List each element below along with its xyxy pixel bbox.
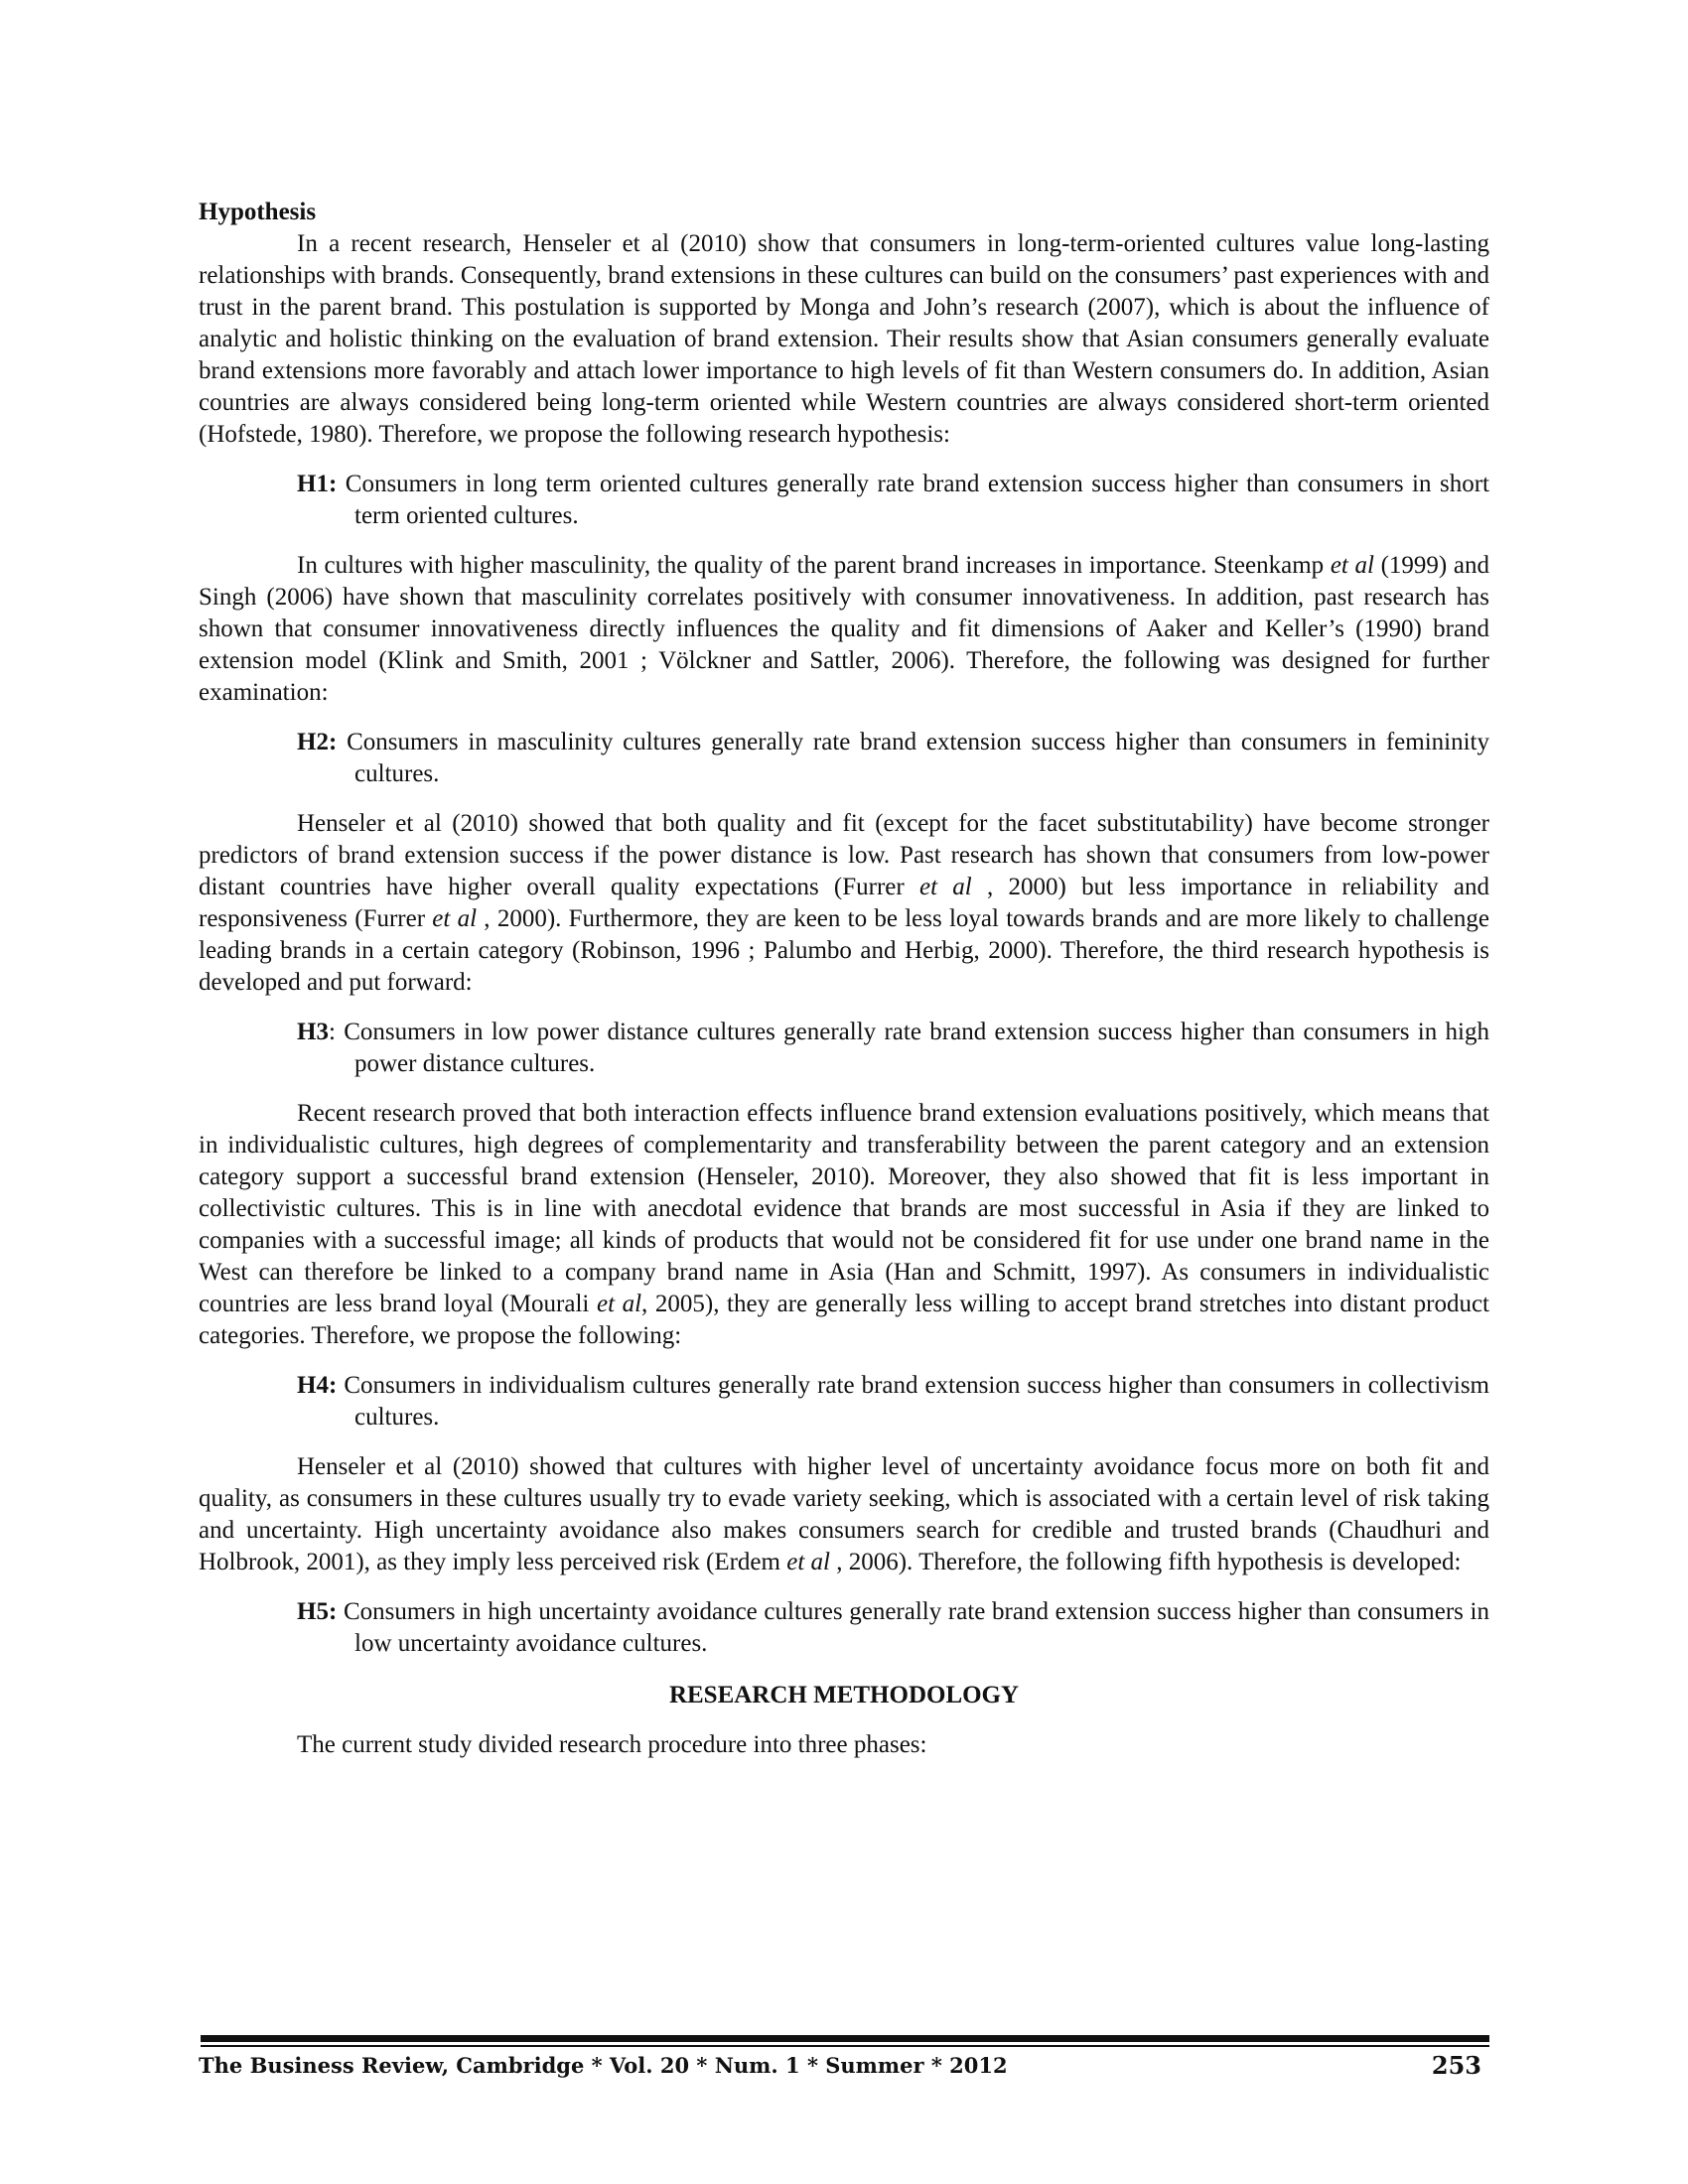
- italic-citation: et al: [918, 874, 972, 900]
- paragraph-4: [199, 1098, 1489, 1352]
- page-body: [199, 197, 1489, 1761]
- paragraph-3: [199, 808, 1489, 999]
- hypothesis-4: [297, 1370, 1489, 1433]
- italic-citation: et al: [596, 1291, 642, 1317]
- italic-citation: et al: [432, 905, 478, 932]
- hypothesis-label: H3: [297, 1019, 329, 1045]
- hypothesis-text: Consumers in high uncertainty avoidance cultures generally rate brand extension success higher than consumers in low uncertainty avoidance cultures.: [337, 1598, 1489, 1657]
- footer-rule-thick: [201, 2035, 1489, 2042]
- text-run: , 2006). Therefore, the following fifth hypothesis is developed:: [829, 1549, 1462, 1575]
- hypothesis-label: H5:: [297, 1598, 338, 1625]
- hypothesis-text: : Consumers in low power distance cultures generally rate brand extension success higher than consumers in high power distance cultures.: [328, 1019, 1489, 1077]
- footer-rule-thin: [201, 2045, 1489, 2047]
- hypothesis-3: [297, 1017, 1489, 1080]
- text-run: , 2000). Furthermore, they are keen to be less loyal towards brands and are more likely to challenge leading brands in a certain category (Robinson, 1996 ; Palumbo and Herbig, 2000). Therefore, the third research hypothesis is developed and put forward:: [199, 905, 1489, 996]
- footer-journal: The Business Review, Cambridge * Vol. 20 * Num. 1 * Summer * 2012: [199, 2053, 1008, 2078]
- text-run: , 2005), they are generally less willing to accept brand stretches into distant product categories. Therefore, we propose the following:: [199, 1291, 1489, 1349]
- section-title: RESEARCH METHODOLOGY: [668, 1682, 1020, 1708]
- text-run: (1999) and Singh (2006) have shown that masculinity correlates positively with consumer innovativeness. In addition, past research has shown that consumer innovativeness directly influences the quality and fit dimensions of Aaker and Keller’s (1990) brand extension model (Klink and Smith, 2001 ; Völckner and Sattler, 2006). Therefore, the following was designed for further examination:: [199, 552, 1489, 706]
- italic-citation: et al: [1330, 552, 1374, 579]
- hypothesis-text: Consumers in long term oriented cultures generally rate brand extension success higher than consumers in short term oriented cultures.: [337, 471, 1489, 529]
- paragraph-6: The current study divided research procedure into three phases:: [297, 1731, 927, 1758]
- page-number: 253: [1431, 2051, 1481, 2080]
- paragraph-1: In a recent research, Henseler et al (2010) show that consumers in long-term-oriented cultures value long-lasting relationships with brands. Consequently, brand extensions in these cultures can build on the consumers’ past experiences with and trust in the parent brand. This postulation is supported by Monga and John’s research (2007), which is about the influence of analytic and holistic thinking on the evaluation of brand extension. Their results show that Asian consumers generally evaluate brand extensions more favorably and attach lower importance to high levels of fit than Western consumers do. In addition, Asian countries are always considered being long-term oriented while Western countries are always considered short-term oriented (Hofstede, 1980). Therefore, we propose the following research hypothesis:: [199, 230, 1489, 448]
- text-run: Henseler et al (2010) showed that cultures with higher level of uncertainty avoidance focus more on both fit and quality, as consumers in these cultures usually try to evade variety seeking, which is associated with a certain level of risk taking and uncertainty. High uncertainty avoidance also makes consumers search for credible and trusted brands (Chaudhuri and Holbrook, 2001), as they imply less perceived risk (Erdem: [199, 1453, 1489, 1575]
- hypothesis-label: H4:: [297, 1372, 338, 1399]
- hypothesis-2: [297, 727, 1489, 790]
- italic-citation: et al: [786, 1549, 830, 1575]
- hypothesis-text: Consumers in masculinity cultures generally rate brand extension success higher than consumers in femininity cultures.: [337, 729, 1489, 787]
- paragraph-5: [199, 1451, 1489, 1578]
- hypothesis-text: Consumers in individualism cultures generally rate brand extension success higher than consumers in collectivism cultures.: [337, 1372, 1489, 1431]
- paragraph-2: [199, 550, 1489, 709]
- text-run: Henseler et al (2010) showed that both quality and fit (except for the facet substitutability) have become stronger predictors of brand extension success if the power distance is low. Past research has shown that consumers from low-power distant countries have higher overall quality expectations (Furrer: [199, 810, 1489, 900]
- hypothesis-1: [297, 469, 1489, 532]
- hypothesis-label: H1:: [297, 471, 338, 497]
- text-run: , 2000) but less importance in reliability and responsiveness (Furrer: [199, 874, 1489, 932]
- section-heading: Hypothesis: [199, 199, 317, 225]
- text-run: Recent research proved that both interaction effects influence brand extension evaluations positively, which means that in individualistic cultures, high degrees of complementarity and transferability between the parent category and an extension category support a successful brand extension (Henseler, 2010). Moreover, they also showed that fit is less important in collectivistic cultures. This is in line with anecdotal evidence that brands are most successful in Asia if they are linked to companies with a successful image; all kinds of products that would not be considered fit for use under one brand name in the West can therefore be linked to a company brand name in Asia (Han and Schmitt, 1997). As consumers in individualistic countries are less brand loyal (Mourali: [199, 1100, 1489, 1317]
- hypothesis-label: H2:: [297, 729, 338, 755]
- hypothesis-5: [297, 1596, 1489, 1660]
- text-run: In cultures with higher masculinity, the quality of the parent brand increases in importance. Steenkamp: [297, 552, 1331, 579]
